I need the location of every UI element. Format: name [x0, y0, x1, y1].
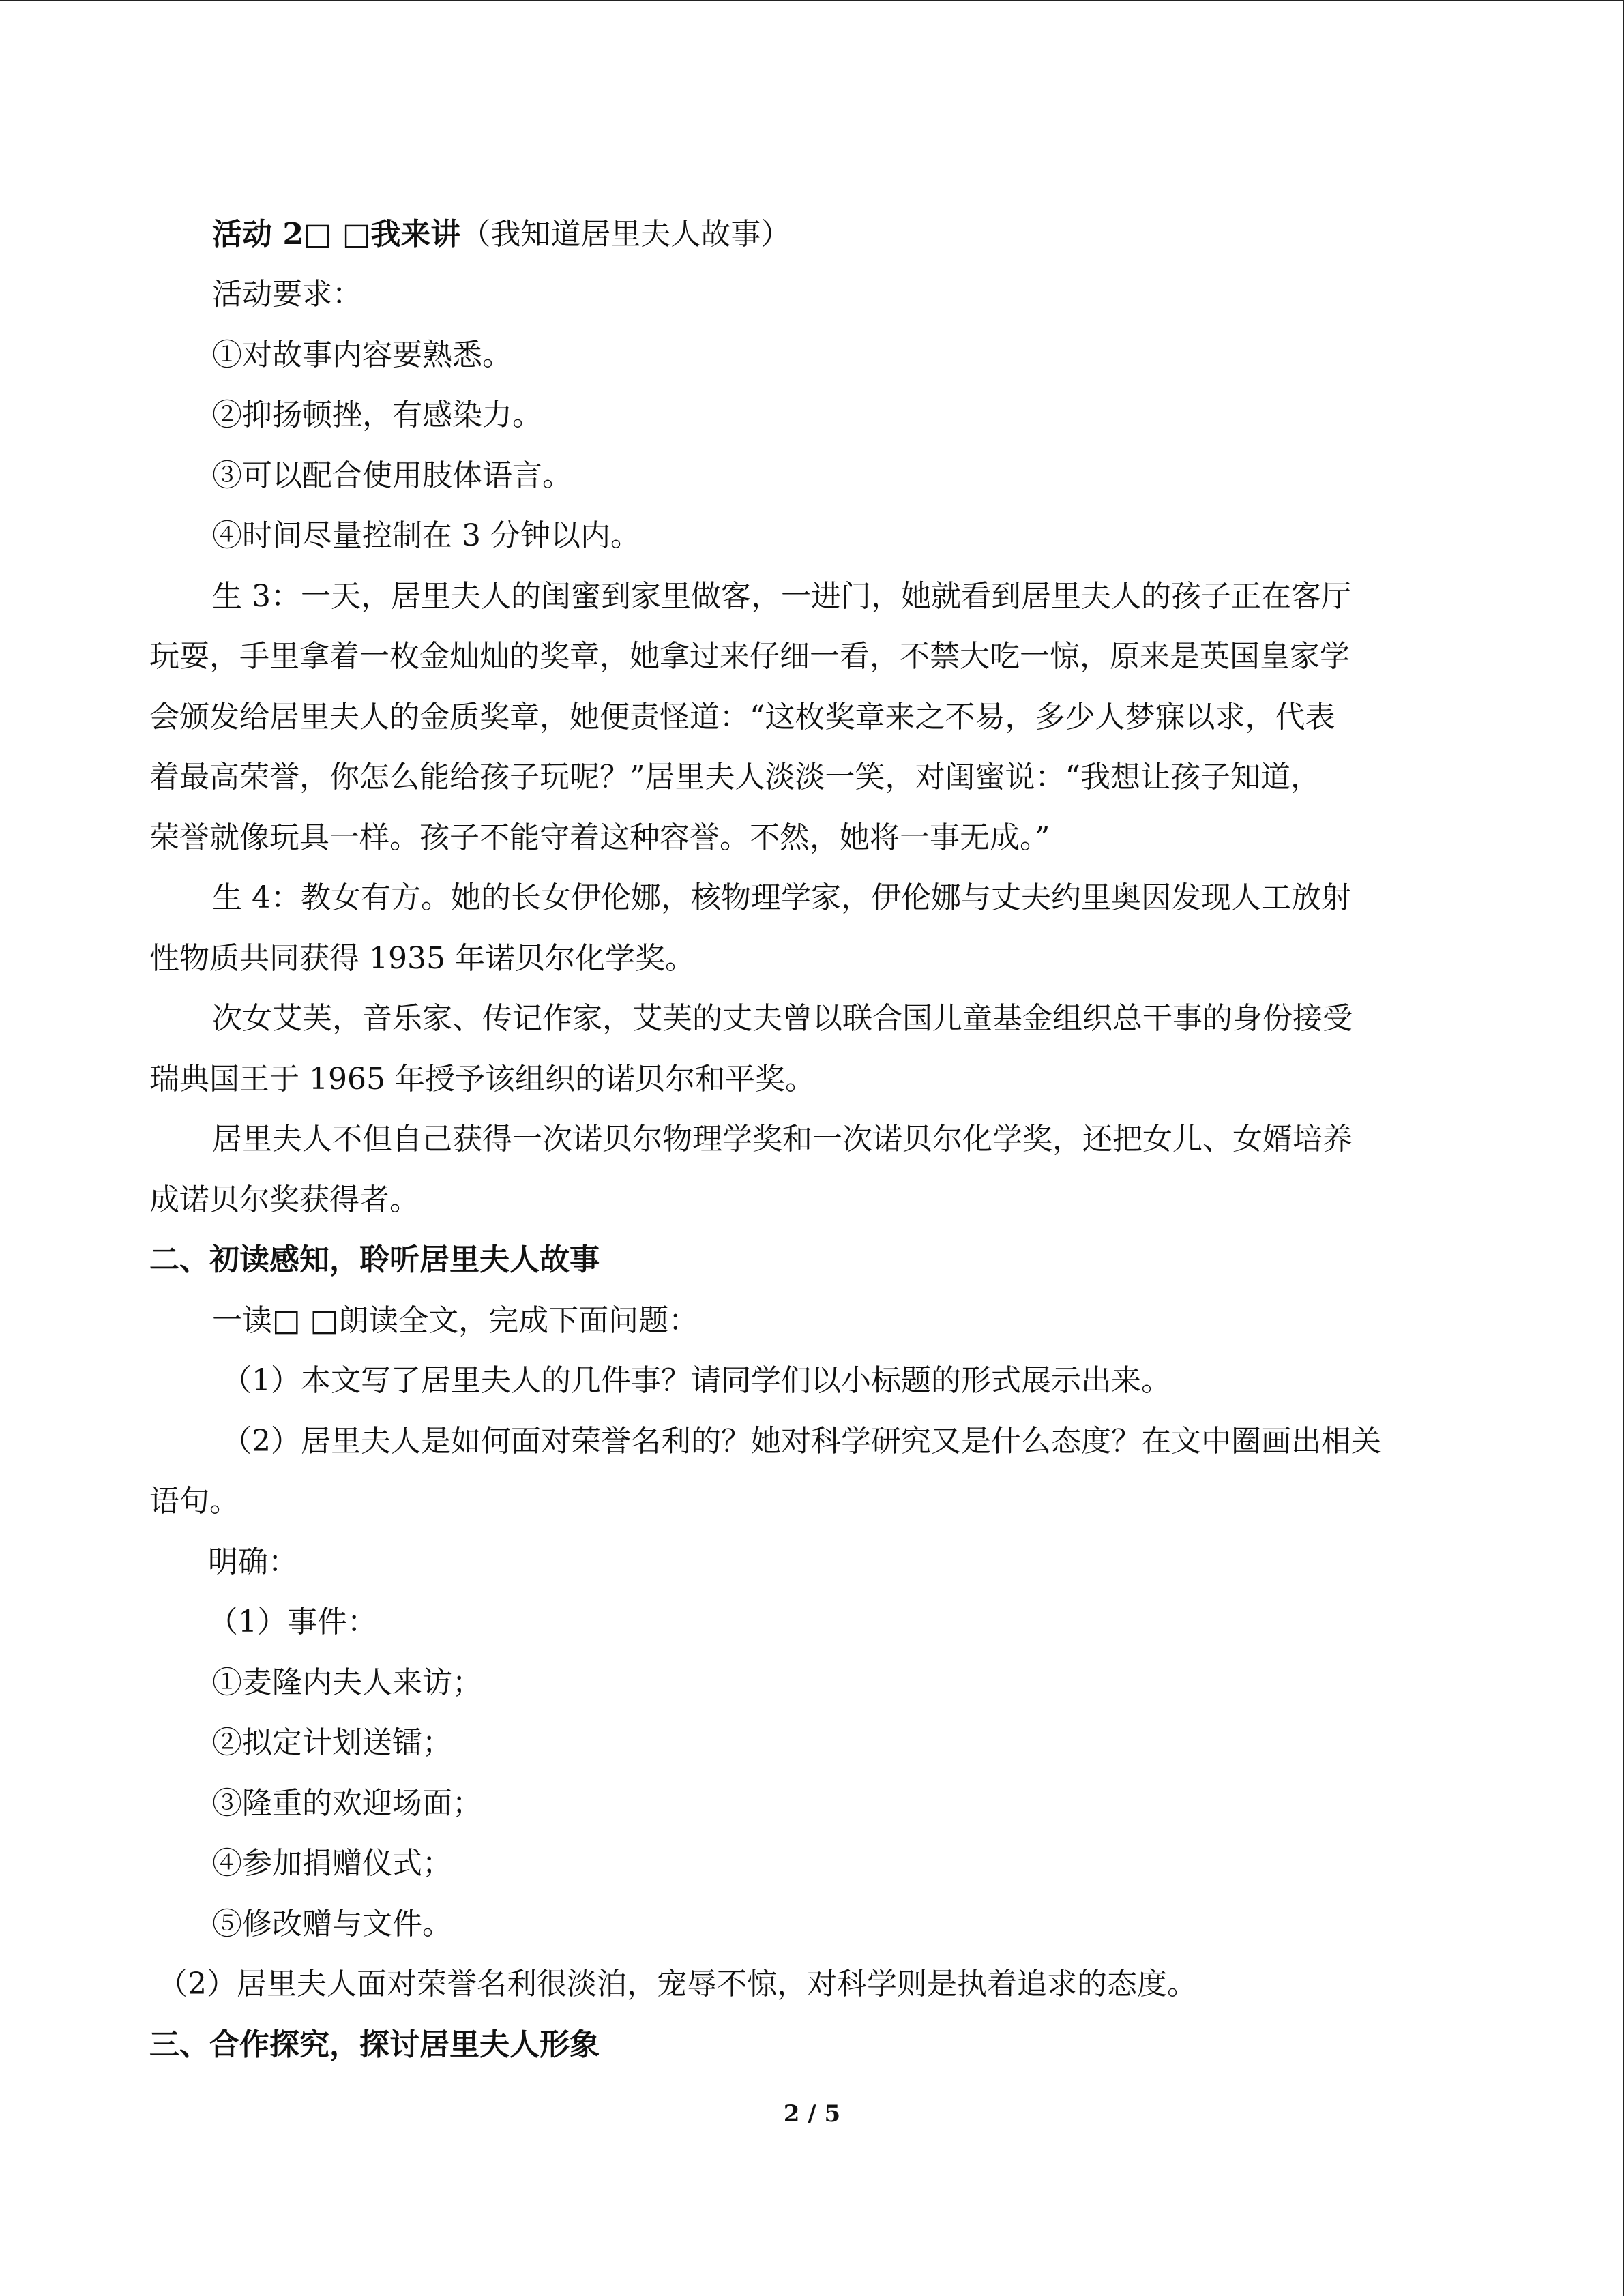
paragraph-line: 居里夫人不但自己获得一次诺贝尔物理学奖和一次诺贝尔化学奖，还把女儿、女婿培养	[212, 1122, 1353, 1157]
paragraph-line: 成诺贝尔奖获得者。	[149, 1182, 419, 1217]
activity-title-bold: 活动 2□ □我来讲	[212, 217, 461, 252]
requirement-item: ③可以配合使用肢体语言。	[212, 458, 572, 493]
answer-item: （2）居里夫人面对荣誉名利很淡泊，宠辱不惊，对科学则是执着追求的态度。	[158, 1967, 1197, 2001]
activity-title-rest: （我知道居里夫人故事）	[460, 217, 791, 252]
paragraph-line: 性物质共同获得 1935 年诺贝尔化学奖。	[149, 941, 695, 976]
paragraph-line: 生 4：教女有方。她的长女伊伦娜，核物理学家，伊伦娜与丈夫约里奥因发现人工放射	[212, 880, 1351, 915]
question-item: （1）本文写了居里夫人的几件事？请同学们以小标题的形式展示出来。	[222, 1363, 1171, 1398]
paragraph-line: 次女艾芙，音乐家、传记作家，艾芙的丈夫曾以联合国儿童基金组织总干事的身份接受	[212, 1001, 1353, 1036]
event-item: ③隆重的欢迎场面；	[212, 1786, 482, 1821]
paragraph-line: 着最高荣誉，你怎么能给孩子玩呢？”居里夫人淡淡一笑，对闺蜜说：“我想让孩子知道，	[149, 760, 1320, 794]
requirement-item: ④时间尽量控制在 3 分钟以内。	[212, 518, 640, 553]
section-heading: 三、合作探究，探讨居里夫人形象	[149, 2027, 600, 2062]
paragraph-line: 玩耍，手里拿着一枚金灿灿的奖章，她拿过来仔细一看，不禁大吃一惊，原来是英国皇家学	[149, 639, 1350, 674]
paragraph-line: 生 3：一天，居里夫人的闺蜜到家里做客，一进门，她就看到居里夫人的孩子正在客厅	[212, 579, 1351, 614]
paragraph-line: 瑞典国王于 1965 年授予该组织的诺贝尔和平奖。	[149, 1062, 815, 1097]
activity-title	[212, 214, 791, 255]
activity-requirements-label: 活动要求：	[212, 277, 362, 312]
section-heading: 二、初读感知，聆听居里夫人故事	[149, 1242, 600, 1277]
event-item: ④参加捐赠仪式；	[212, 1846, 452, 1881]
event-item: ②拟定计划送镭；	[212, 1725, 452, 1760]
paragraph-line: 荣誉就像玩具一样。孩子不能守着这种容誉。不然，她将一事无成。”	[149, 820, 1050, 855]
event-item: ⑤修改赠与文件。	[212, 1907, 452, 1941]
requirement-item: ②抑扬顿挫，有感染力。	[212, 398, 542, 432]
clarify-label: 明确：	[208, 1545, 298, 1579]
answer-label: （1）事件：	[208, 1605, 377, 1639]
paragraph-line: 会颁发给居里夫人的金质奖章，她便责怪道：“这枚奖章来之不易，多少人梦寐以求，代表	[149, 700, 1335, 734]
event-item: ①麦隆内夫人来访；	[212, 1665, 482, 1700]
page-number: 2 / 5	[783, 2100, 841, 2128]
question-item: （2）居里夫人是如何面对荣誉名利的？她对科学研究又是什么态度？在文中圈画出相关	[222, 1424, 1381, 1459]
reading-task: 一读□ □朗读全文，完成下面问题：	[212, 1303, 699, 1338]
question-item: 语句。	[149, 1484, 239, 1519]
requirement-item: ①对故事内容要熟悉。	[212, 338, 512, 372]
